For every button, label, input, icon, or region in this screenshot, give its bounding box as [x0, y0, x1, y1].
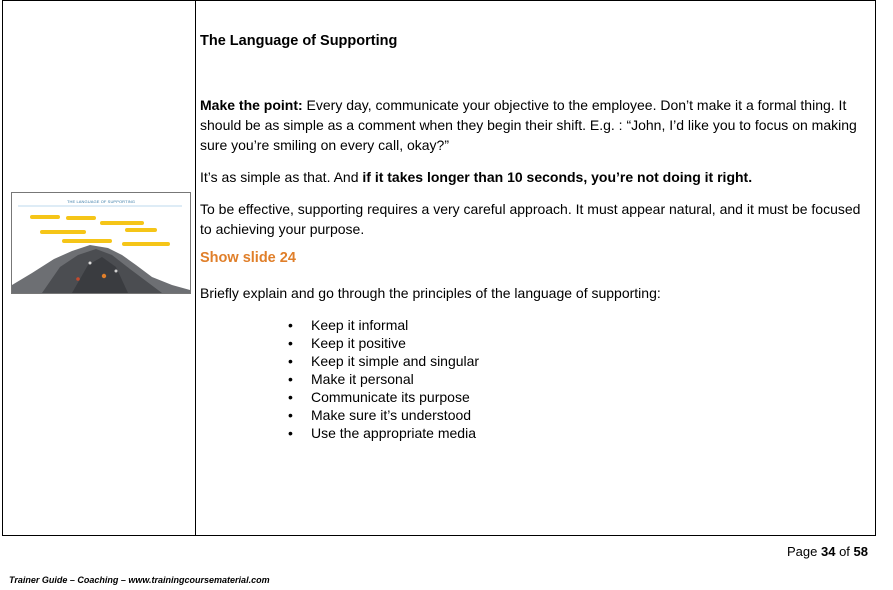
slide-thumbnail: [11, 192, 191, 294]
slide-label-bar: [66, 216, 96, 220]
slide-label-bar: [122, 242, 170, 246]
principles-list: [288, 316, 479, 442]
make-the-point-lead: Make the point:: [200, 97, 303, 113]
slide-title: THE LANGUAGE OF SUPPORTING: [66, 199, 136, 204]
content-table: [2, 0, 876, 536]
simple-paragraph: [200, 167, 865, 187]
slide-label-bar: [62, 239, 112, 243]
page-current: 34: [820, 544, 836, 559]
page-number: [787, 544, 868, 559]
simple-paragraph-plain: It’s as simple as that. And: [200, 169, 363, 185]
list-item: • Make it personal: [288, 370, 479, 388]
list-item: • Make sure it’s understood: [288, 406, 479, 424]
column-divider: [195, 1, 196, 535]
footer-note: Trainer Guide – Coaching – www.trainingcoursematerial.com: [9, 575, 270, 585]
list-item: • Communicate its purpose: [288, 388, 479, 406]
show-slide-instruction: Show slide 24: [200, 250, 296, 266]
list-item: • Use the appropriate media: [288, 424, 479, 442]
slide-label-bar: [30, 215, 60, 219]
explain-paragraph: Briefly explain and go through the principles of the language of supporting:: [200, 285, 661, 301]
slide-label-bar: [125, 228, 157, 232]
list-item: • Keep it positive: [288, 334, 479, 352]
simple-paragraph-bold: if it takes longer than 10 seconds, you’re not doing it right.: [362, 169, 753, 185]
page-of-label: of: [835, 544, 854, 559]
section-heading: The Language of Supporting: [200, 33, 398, 49]
page-label: Page: [787, 544, 821, 559]
mountain-illustration: [12, 193, 190, 293]
effective-paragraph: To be effective, supporting requires a very careful approach. It must appear natural, and it must be focused to achieving your purpose.: [200, 201, 861, 237]
list-item: • Keep it informal: [288, 316, 479, 334]
slide-label-bar: [100, 221, 144, 225]
make-the-point-body: Every day, communicate your objective to the employee. Don’t make it a formal thing. It should be as simple as a comment when they begin their shift. E.g. : “John, I’d like you to focus on making sure you’re smiling on every call, okay?”: [200, 97, 857, 153]
list-item: • Keep it simple and singular: [288, 352, 479, 370]
make-the-point-paragraph: [200, 95, 865, 155]
page-total: 58: [853, 544, 868, 559]
slide-label-bar: [40, 230, 86, 234]
